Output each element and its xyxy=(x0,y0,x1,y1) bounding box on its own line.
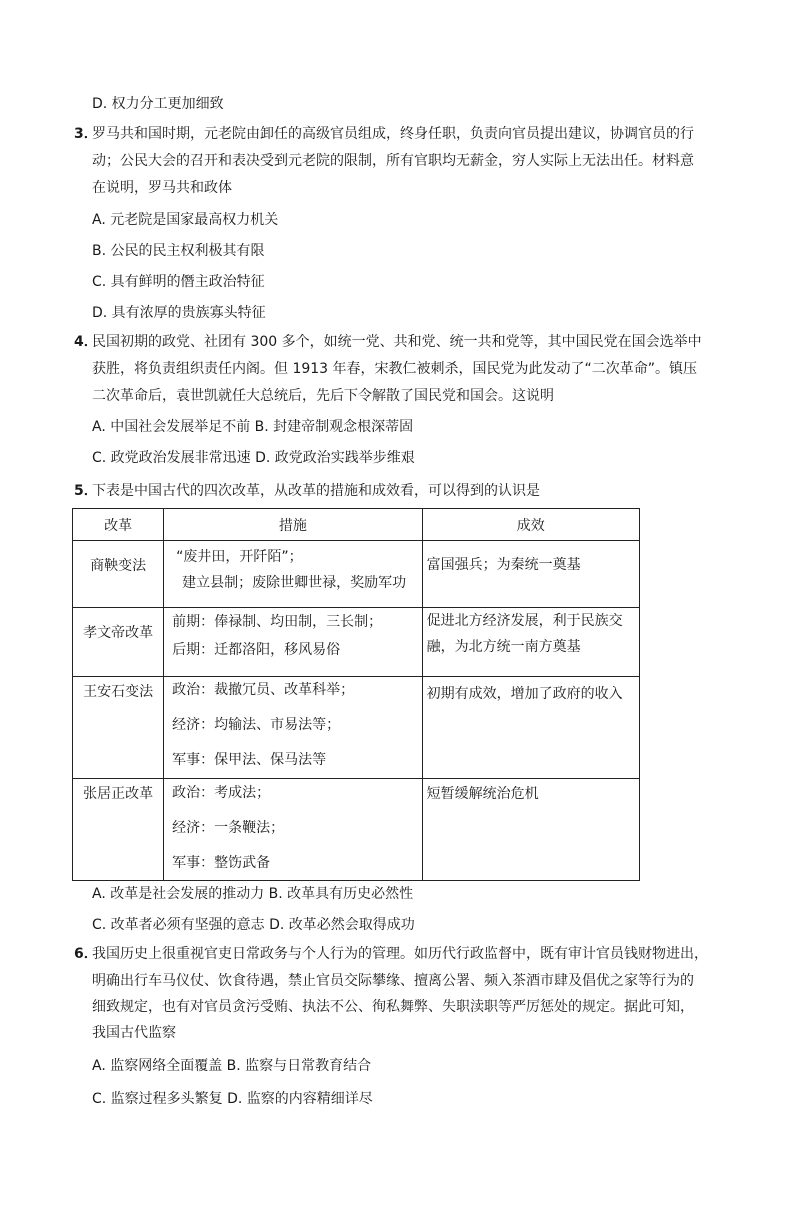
q6-stem-line-1: 我国历史上很重视官吏日常政务与个人行为的管理。如历代行政监督中，既有审计官员钱财物进出， xyxy=(92,946,708,962)
q3-option-c: C. 具有鲜明的僭主政治特征 xyxy=(92,274,265,290)
q2-option-d: D. 权力分工更加细致 xyxy=(92,96,224,112)
measure-line: 前期：俸禄制、均田制，三长制； xyxy=(172,614,383,630)
q6-option-cd: C. 监察过程多头繁复 D. 监察的内容精细详尽 xyxy=(92,1091,373,1107)
table-header-effect: 成效 xyxy=(422,509,639,541)
q6-stem-line-3: 细致规定，也有对官员贪污受贿、执法不公、徇私舞弊、失职渎职等严厉惩处的规定。据此可知， xyxy=(92,999,694,1015)
q4-stem-line-2: 获胜，将负责组织责任内阁。但 1913 年春，宋教仁被刺杀，国民党为此发动了“二次革命”。镇压 xyxy=(92,361,698,377)
q6-stem-line-4: 我国古代监察 xyxy=(92,1025,176,1041)
reform-measures xyxy=(164,779,422,881)
reform-measures xyxy=(164,541,422,608)
reform-measures xyxy=(164,677,422,779)
effect-text: 促进北方经济发展，利于民族交融，为北方统一南方奠基 xyxy=(426,613,623,655)
q3-option-a: A. 元老院是国家最高权力机关 xyxy=(92,212,279,228)
table-header-row xyxy=(73,509,640,541)
measure-line: 后期：迁都洛阳，移风易俗 xyxy=(172,642,341,658)
measure-line: 经济：一条鞭法； xyxy=(172,820,285,836)
table-header-reform: 改革 xyxy=(73,509,164,541)
measure-line: “废井田，开阡陌”； xyxy=(176,549,303,565)
effect-text: 初期有成效，增加了政府的收入 xyxy=(426,686,623,702)
table-row xyxy=(73,779,640,881)
q3-option-d: D. 具有浓厚的贵族寡头特征 xyxy=(92,305,266,321)
q4-stem-line-3: 二次革命后，袁世凯就任大总统后，先后下令解散了国民党和国会。这说明 xyxy=(92,388,554,404)
reform-table xyxy=(72,508,640,881)
table-header-measures: 措施 xyxy=(164,509,422,541)
reform-effect xyxy=(422,779,639,881)
q3-stem-line-2: 动；公民大会的召开和表决受到元老院的限制，所有官职均无薪金，穷人实际上无法出任。材料意 xyxy=(92,153,694,169)
reform-name: 商鞅变法 xyxy=(73,541,164,608)
q5-number: 5． xyxy=(74,483,98,499)
q4-option-ab: A. 中国社会发展举足不前 B. 封建帝制观念根深蒂固 xyxy=(92,419,414,435)
reform-name: 王安石变法 xyxy=(73,677,164,779)
measure-line: 建立县制；废除世卿世禄，奖励军功 xyxy=(182,575,407,591)
q4-option-cd: C. 政党政治发展非常迅速 D. 政党政治实践举步维艰 xyxy=(92,450,415,466)
table-row xyxy=(73,541,640,608)
measure-line: 经济：均输法、市易法等； xyxy=(172,717,341,733)
reform-effect xyxy=(422,677,639,779)
q5-option-ab: A. 改革是社会发展的推动力 B. 改革具有历史必然性 xyxy=(92,886,414,902)
q3-number: 3． xyxy=(74,126,98,142)
q4-stem-line-1: 民国初期的政党、社团有 300 多个，如统一党、共和党、统一共和党等，其中国民党在国会选举中 xyxy=(92,334,702,350)
reform-effect xyxy=(422,541,639,608)
table-row xyxy=(73,608,640,677)
q3-stem-line-3: 在说明，罗马共和政体 xyxy=(92,180,232,196)
q3-stem-line-1: 罗马共和国时期，元老院由卸任的高级官员组成，终身任职，负责向官员提出建议，协调官员的行 xyxy=(92,126,694,142)
table-row xyxy=(73,677,640,779)
effect-text: 短暂缓解统治危机 xyxy=(426,786,539,802)
q4-number: 4． xyxy=(74,334,98,350)
q6-stem-line-2: 明确出行车马仪仗、饮食待遇，禁止官员交际攀缘、擅离公署、频入茶酒市肆及倡优之家等行为的 xyxy=(92,973,694,989)
q6-number: 6． xyxy=(74,946,98,962)
reform-measures xyxy=(164,608,422,677)
q5-stem: 下表是中国古代的四次改革，从改革的措施和成效看，可以得到的认识是 xyxy=(92,483,540,499)
reform-name: 孝文帝改革 xyxy=(73,608,164,677)
measure-line: 军事：保甲法、保马法等 xyxy=(172,752,327,768)
reform-effect xyxy=(422,608,639,677)
q6-option-ab: A. 监察网络全面覆盖 B. 监察与日常教育结合 xyxy=(92,1058,372,1074)
effect-text: 富国强兵；为秦统一奠基 xyxy=(426,557,581,573)
measure-line: 军事：整饬武备 xyxy=(172,855,271,871)
reform-name: 张居正改革 xyxy=(73,779,164,881)
q3-option-b: B. 公民的民主权利极其有限 xyxy=(92,243,265,259)
measure-line: 政治：裁撤冗员、改革科举； xyxy=(172,682,355,698)
q5-option-cd: C. 改革者必须有坚强的意志 D. 改革必然会取得成功 xyxy=(92,917,415,933)
measure-line: 政治：考成法； xyxy=(172,785,271,801)
